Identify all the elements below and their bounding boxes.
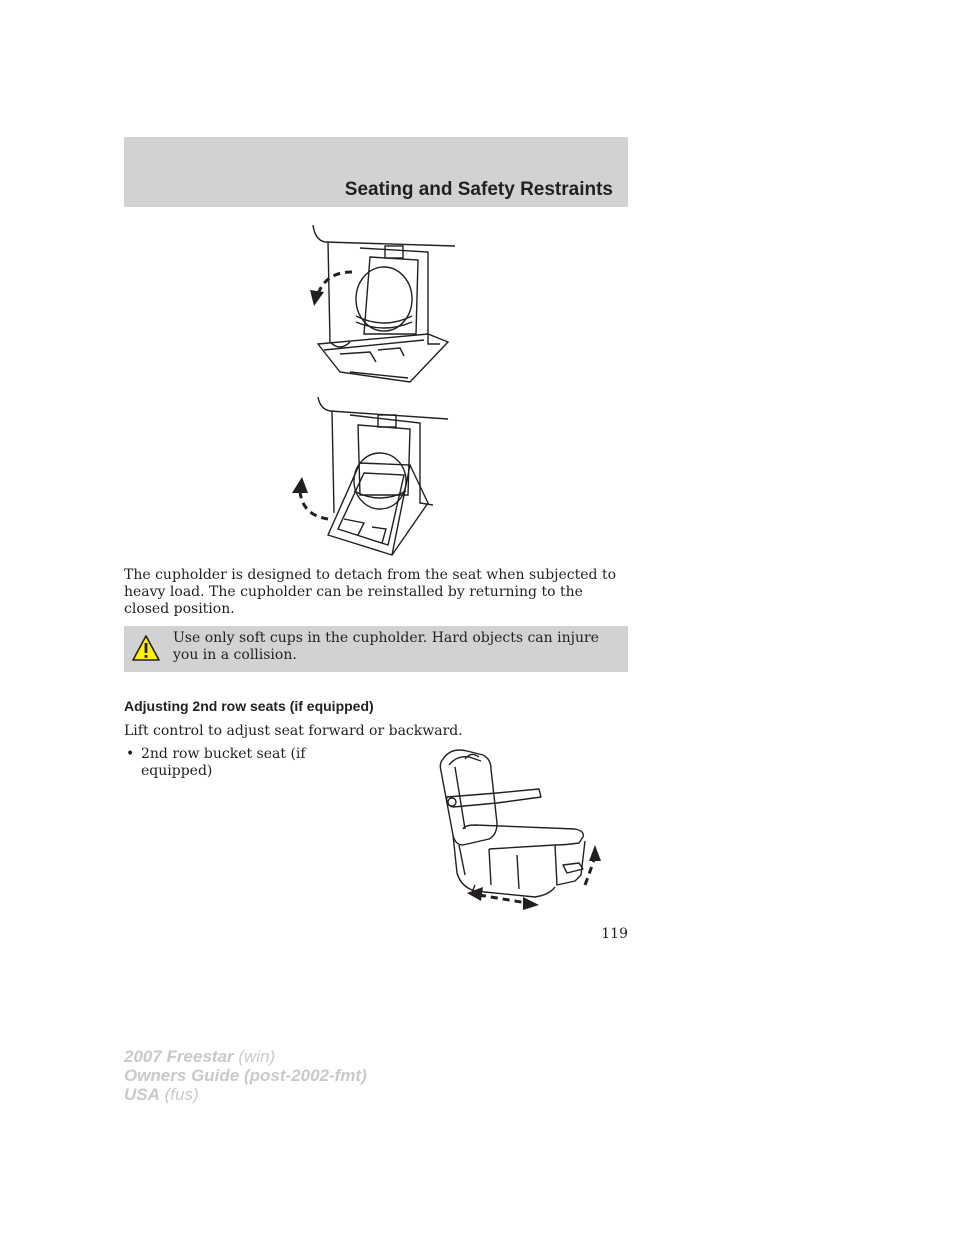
footer-line-3: USA (fus) <box>124 1085 199 1104</box>
bucket-seat-illustration <box>435 745 610 910</box>
footer-line-1: 2007 Freestar (win) <box>124 1047 276 1066</box>
section-heading: Adjusting 2nd row seats (if equipped) <box>124 698 374 714</box>
cupholder-closing-illustration <box>288 395 453 560</box>
bullet-marker: • <box>126 746 135 762</box>
bullet-text: 2nd row bucket seat (if equipped) <box>141 746 306 779</box>
header-band <box>124 137 628 207</box>
warning-text: Use only soft cups in the cupholder. Hard objects can injure you in a collision. <box>173 630 599 663</box>
footer-line-2: Owners Guide (post-2002-fmt) <box>124 1066 367 1085</box>
cupholder-paragraph: The cupholder is designed to detach from the seat when subjected to heavy load. The cupholder can be reinstalled by returning to the closed position. <box>124 567 617 617</box>
warning-box <box>124 626 628 672</box>
warning-triangle-icon <box>132 634 160 662</box>
list-item <box>124 746 324 780</box>
page-number: 119 <box>601 926 628 942</box>
section-intro: Lift control to adjust seat forward or backward. <box>124 723 463 739</box>
page-title: Seating and Safety Restraints <box>344 179 613 200</box>
footer <box>124 1047 367 1104</box>
cupholder-open-illustration <box>300 222 465 387</box>
